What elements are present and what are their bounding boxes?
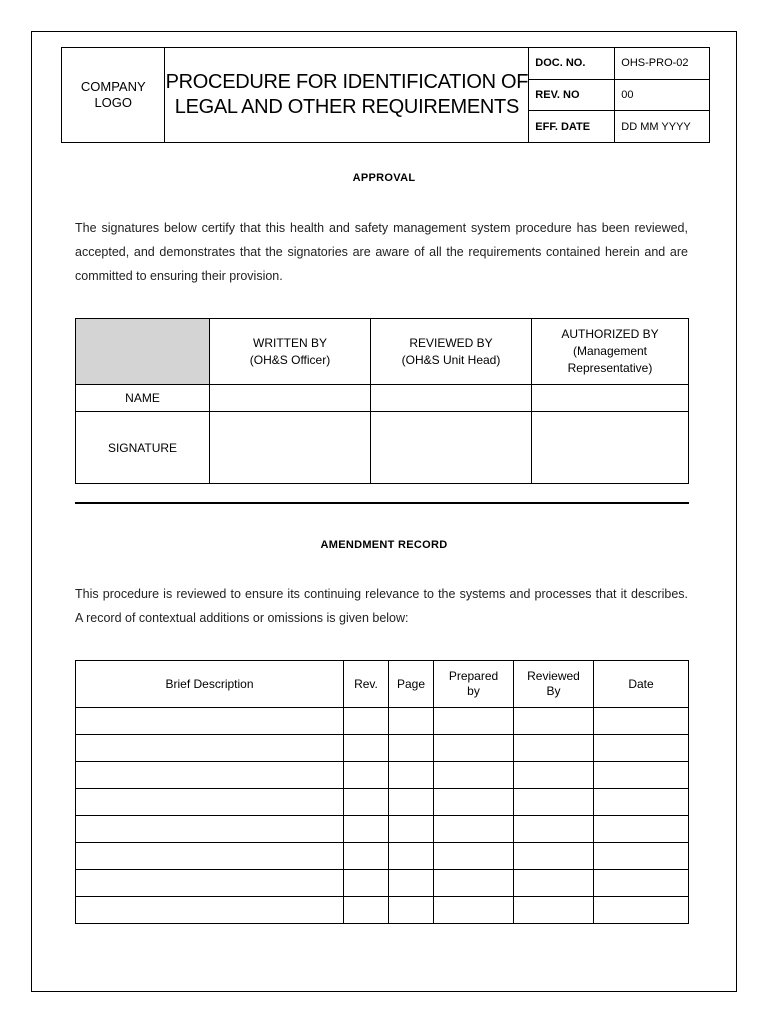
approval-table [75,318,689,484]
amendment-heading: AMENDMENT RECORD [320,539,448,551]
doc-no-value: OHS-PRO-02 [615,48,710,80]
reviewed-by-title: REVIEWED BY [409,335,493,350]
table-cell[interactable] [514,843,594,870]
doc-no-label: DOC. NO. [529,48,615,80]
table-cell[interactable] [594,735,689,762]
company-logo-placeholder [62,48,165,143]
reviewed-by-role: (OH&S Unit Head) [401,352,501,367]
table-cell[interactable] [389,816,434,843]
logo-line-2: LOGO [94,95,133,110]
prepared-by-line-2: by [467,684,480,698]
written-by-name-cell[interactable] [210,385,371,412]
table-row [76,789,689,816]
written-by-signature-cell[interactable] [210,412,371,484]
table-cell[interactable] [594,708,689,735]
logo-line-1: COMPANY [80,79,146,94]
table-cell[interactable] [514,708,594,735]
prepared-by-header [434,661,514,708]
table-cell[interactable] [514,789,594,816]
authorized-by-role-2: Representative) [567,361,653,375]
approval-paragraph: The signatures below certify that this health and safety management system procedure has been reviewed, accepted, and demonstrates that the signatories are aware of all the requirements contained herein and are committed to ensuring their provision. [75,221,688,283]
title-line-1: PROCEDURE FOR IDENTIFICATION OF [165,71,529,93]
table-cell[interactable] [76,816,344,843]
table-cell[interactable] [389,789,434,816]
table-row [76,870,689,897]
document-title [165,48,529,143]
reviewed-by-name-cell[interactable] [371,385,532,412]
table-row [76,708,689,735]
table-cell[interactable] [76,897,344,924]
table-cell[interactable] [76,762,344,789]
table-row [76,897,689,924]
table-cell[interactable] [76,708,344,735]
table-cell[interactable] [389,708,434,735]
table-cell[interactable] [389,843,434,870]
table-cell[interactable] [514,897,594,924]
table-cell[interactable] [76,870,344,897]
eff-date-label: EFF. DATE [529,111,615,143]
table-row [76,735,689,762]
name-row-label: NAME [76,385,210,412]
table-cell[interactable] [434,708,514,735]
table-cell[interactable] [434,843,514,870]
authorized-by-signature-cell[interactable] [532,412,689,484]
table-row [76,816,689,843]
date-header: Date [594,661,689,708]
table-row [76,762,689,789]
document-header [61,47,710,143]
signature-row-label: SIGNATURE [76,412,210,484]
written-by-role: (OH&S Officer) [249,352,331,367]
reviewed-by-line-1: Reviewed [527,669,580,683]
table-cell[interactable] [434,762,514,789]
table-cell[interactable] [594,843,689,870]
table-cell[interactable] [344,708,389,735]
rev-header: Rev. [344,661,389,708]
table-cell[interactable] [389,735,434,762]
table-cell[interactable] [344,762,389,789]
table-cell[interactable] [594,816,689,843]
page-header: Page [389,661,434,708]
table-row [76,843,689,870]
section-divider [75,502,689,504]
written-by-header [210,319,371,385]
table-cell[interactable] [434,897,514,924]
table-cell[interactable] [514,870,594,897]
table-cell[interactable] [389,870,434,897]
table-cell[interactable] [434,735,514,762]
reviewed-by-header [371,319,532,385]
prepared-by-line-1: Prepared [448,669,499,683]
authorized-by-header [532,319,689,385]
table-cell[interactable] [344,870,389,897]
brief-description-header: Brief Description [76,661,344,708]
table-cell[interactable] [389,762,434,789]
amendment-paragraph: This procedure is reviewed to ensure its continuing relevance to the systems and processes that it describes. A record of contextual additions or omissions is given below: [75,587,688,625]
approval-heading: APPROVAL [352,172,416,184]
rev-no-label: REV. NO [529,79,615,111]
table-cell[interactable] [344,735,389,762]
approval-table-corner [76,319,210,385]
table-cell[interactable] [76,735,344,762]
table-cell[interactable] [76,843,344,870]
title-line-2: LEGAL AND OTHER REQUIREMENTS [174,96,520,118]
written-by-title: WRITTEN BY [253,335,327,350]
authorized-by-title: AUTHORIZED BY [561,327,659,341]
rev-no-value: 00 [615,79,710,111]
table-cell[interactable] [344,897,389,924]
reviewed-by-header [514,661,594,708]
table-cell[interactable] [514,762,594,789]
table-cell[interactable] [344,843,389,870]
authorized-by-name-cell[interactable] [532,385,689,412]
authorized-by-role-1: (Management [572,344,648,358]
table-cell[interactable] [344,816,389,843]
reviewed-by-line-2: By [546,684,561,698]
table-cell[interactable] [514,816,594,843]
table-cell[interactable] [434,870,514,897]
eff-date-value: DD MM YYYY [615,111,710,143]
table-cell[interactable] [76,789,344,816]
table-cell[interactable] [514,735,594,762]
table-cell[interactable] [434,816,514,843]
amendment-table [75,660,689,924]
table-cell[interactable] [594,870,689,897]
table-cell[interactable] [594,789,689,816]
reviewed-by-signature-cell[interactable] [371,412,532,484]
table-cell[interactable] [594,762,689,789]
table-cell[interactable] [434,789,514,816]
table-cell[interactable] [344,789,389,816]
table-cell[interactable] [389,897,434,924]
table-cell[interactable] [594,897,689,924]
